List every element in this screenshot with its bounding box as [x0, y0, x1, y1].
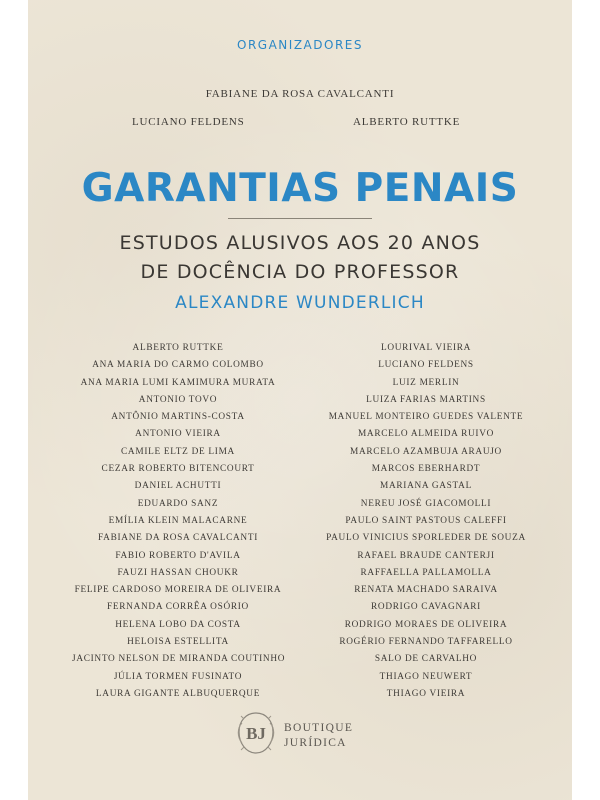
author-name: HELOISA ESTELLITA: [127, 637, 229, 648]
author-name: ALBERTO RUTTKE: [132, 343, 224, 353]
author-name: CAMILE ELTZ DE LIMA: [121, 446, 235, 457]
publisher-name-line: JURÍDICA: [284, 737, 347, 749]
organizer-name: ALBERTO RUTTKE: [353, 116, 461, 128]
author-name: FABIO ROBERTO D'AVILA: [115, 550, 241, 561]
honoree-name: ALEXANDRE WUNDERLICH: [175, 293, 425, 313]
organizer-name: FABIANE DA ROSA CAVALCANTI: [205, 88, 395, 100]
author-name: RAFFAELLA PALLAMOLLA: [360, 567, 492, 578]
author-name: EDUARDO SANZ: [137, 498, 219, 509]
author-name: CEZAR ROBERTO BITENCOURT: [101, 464, 255, 475]
subtitle-line: DE DOCÊNCIA DO PROFESSOR: [140, 261, 460, 283]
author-name: MARCOS EBERHARDT: [371, 464, 481, 475]
author-name: RENATA MACHADO SARAIVA: [354, 585, 498, 596]
book-cover: [28, 0, 572, 800]
organizer-name: LUCIANO FELDENS: [132, 116, 245, 128]
authors-list-right: [320, 340, 532, 703]
author-name: ANTONIO TOVO: [138, 394, 218, 405]
author-name: FELIPE CARDOSO MOREIRA DE OLIVEIRA: [74, 585, 282, 596]
author-name: NEREU JOSÉ GIACOMOLLI: [360, 498, 492, 509]
author-name: SALO DE CARVALHO: [374, 654, 478, 665]
author-name: PAULO SAINT PASTOUS CALEFFI: [345, 515, 507, 526]
author-name: ANA MARIA DO CARMO COLOMBO: [92, 360, 264, 371]
authors-list-left: [72, 340, 284, 703]
author-name: ANA MARIA LUMI KAMIMURA MURATA: [80, 377, 276, 388]
subtitle-line: ESTUDOS ALUSIVOS AOS 20 ANOS: [119, 232, 481, 254]
author-name: RODRIGO MORAES DE OLIVEIRA: [344, 619, 508, 630]
author-name: ROGÉRIO FERNANDO TAFFARELLO: [339, 637, 513, 648]
author-name: THIAGO VIEIRA: [386, 688, 466, 699]
author-name: MARCELO AZAMBUJA ARAUJO: [350, 446, 502, 457]
author-name: FABIANE DA ROSA CAVALCANTI: [98, 533, 258, 544]
publisher-logo: [234, 710, 384, 760]
title-divider: [228, 218, 372, 219]
author-name: ANTONIO VIEIRA: [135, 429, 221, 440]
author-name: PAULO VINICIUS SPORLEDER DE SOUZA: [326, 533, 526, 544]
bj-monogram-icon: [234, 710, 278, 756]
author-name: LUIZA FARIAS MARTINS: [366, 394, 486, 405]
author-name: LUIZ MERLIN: [392, 377, 460, 388]
author-name: MARIANA GASTAL: [380, 481, 472, 492]
author-name: LUCIANO FELDENS: [378, 360, 474, 371]
author-name: FAUZI HASSAN CHOUKR: [117, 567, 239, 578]
author-name: MANUEL MONTEIRO GUEDES VALENTE: [328, 412, 524, 423]
author-name: LAURA GIGANTE ALBUQUERQUE: [95, 688, 261, 699]
author-name: FERNANDA CORRÊA OSÓRIO: [107, 602, 249, 613]
book-title: GARANTIAS PENAIS: [81, 166, 519, 211]
publisher-name-line: BOUTIQUE: [284, 722, 354, 734]
author-name: LOURIVAL VIEIRA: [380, 343, 472, 353]
publisher-logo-letters: BJ: [246, 724, 266, 743]
author-name: DANIEL ACHUTTI: [134, 481, 222, 492]
author-name: HELENA LOBO DA COSTA: [115, 619, 241, 630]
author-name: RAFAEL BRAUDE CANTERJI: [357, 550, 495, 561]
author-name: JÚLIA TORMEN FUSINATO: [113, 671, 243, 682]
author-name: RODRIGO CAVAGNARI: [371, 602, 481, 613]
author-name: MARCELO ALMEIDA RUIVO: [357, 429, 495, 440]
author-name: THIAGO NEUWERT: [379, 671, 473, 682]
author-name: EMÍLIA KLEIN MALACARNE: [108, 515, 248, 526]
author-name: ANTÔNIO MARTINS-COSTA: [111, 412, 245, 423]
organizers-label: ORGANIZADORES: [237, 38, 363, 52]
author-name: JACINTO NELSON DE MIRANDA COUTINHO: [72, 654, 286, 665]
